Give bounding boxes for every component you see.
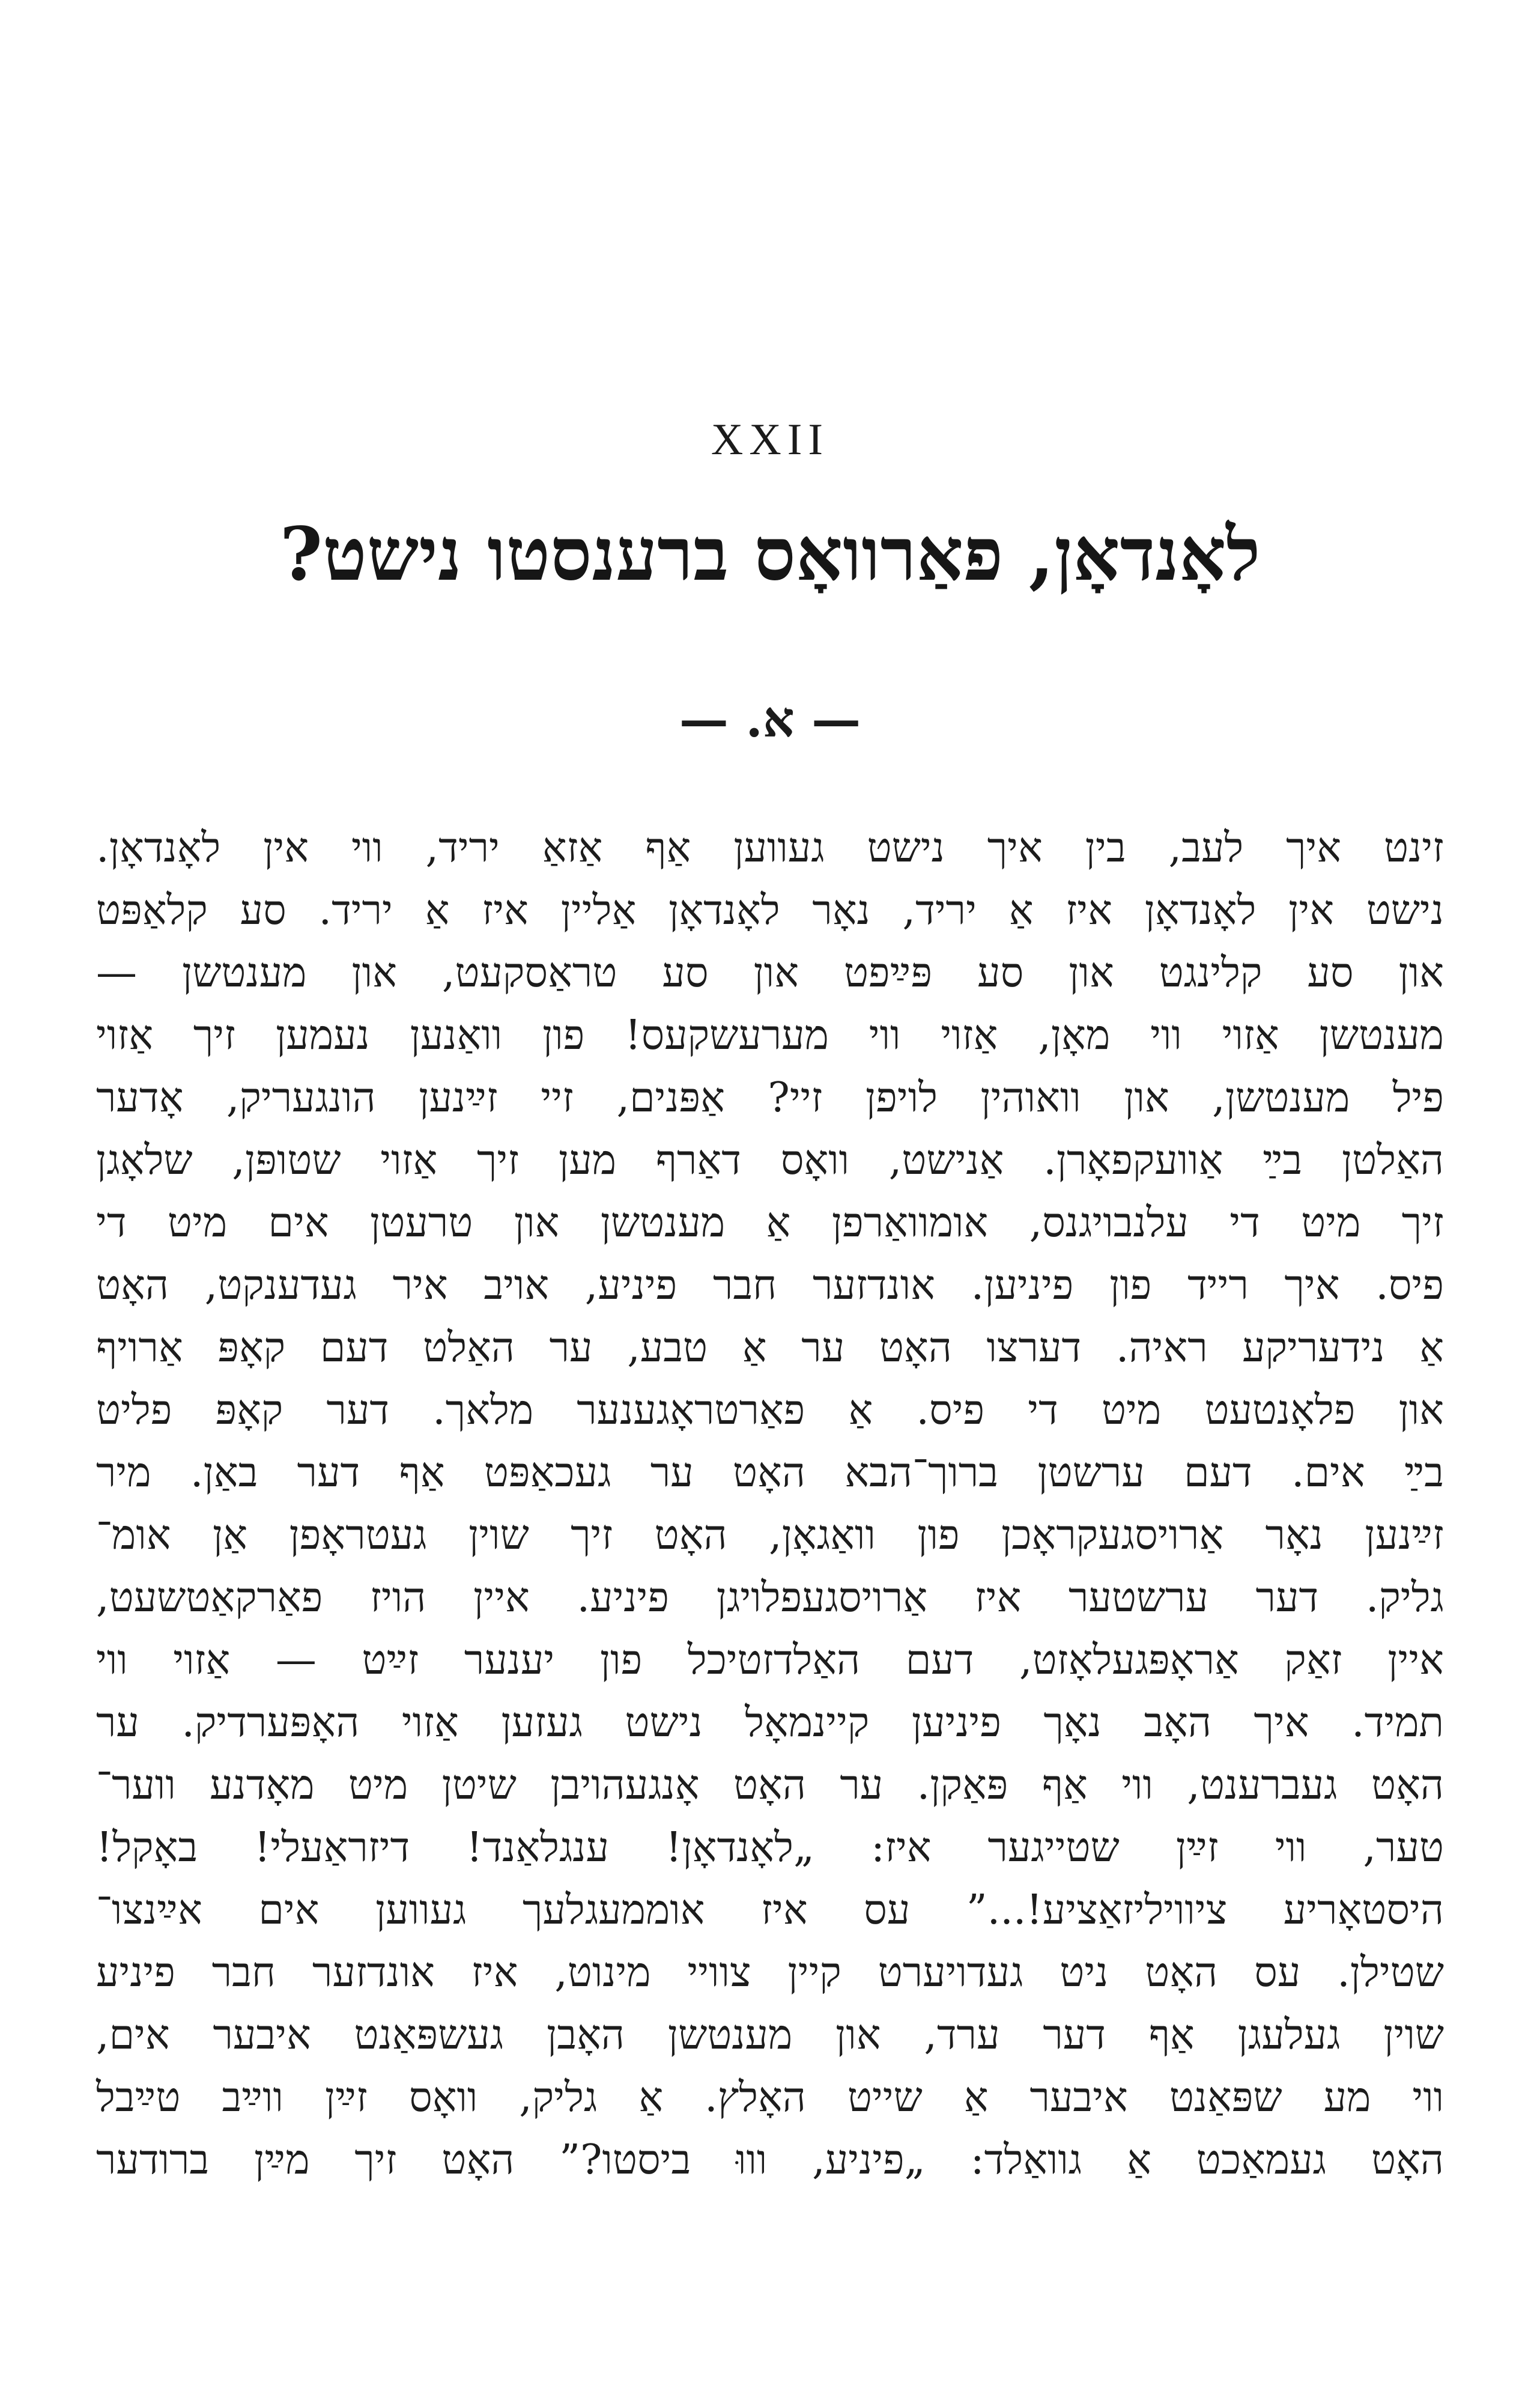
text-line: נישט אין לאָנדאָן איז אַ יריד, נאָר לאָנדאָן אַליין איז אַ יריד. סע קלאַפּט: [96, 887, 1445, 934]
section-mark: — א. —: [679, 691, 861, 749]
text-line: און סע קלינגט און סע פּײַפט און סע טראַסקעט, און מענטשן —: [96, 949, 1444, 997]
text-line: טער, ווי זײַן שטייגער איז: „לאָנדאָן! ענגלאַנד! דיזראַעלי! באָקל!: [96, 1824, 1444, 1871]
text-line: שטילן. עס האָט ניט געדויערט קיין צוויי מינוט, איז אונדזער חבר פיניע: [96, 1949, 1444, 1996]
text-line: פיס. איך רייד פון פיניען. אונדזער חבר פיניע, אויב איר געדענקט, האָט: [96, 1262, 1444, 1309]
text-line: מענטשן אַזוי ווי מאָן, אַזוי ווי מערעשקעס! פון וואַנען נעמען זיך אַזוי: [96, 1012, 1444, 1059]
text-line: האָט געמאַכט אַ גוואַלד: „פיניע, וווּ ביסטו?” האָט זיך מײַן ברודער: [96, 2136, 1444, 2184]
text-line: האַלטן בײַ אַוועקפאָרן. אַנישט, וואָס דאַרף מען זיך אַזוי שטופּן, שלאָגן: [96, 1137, 1444, 1184]
text-line: זיך מיט די עלנבויגנס, אומוואַרפן אַ מענטשן און טרעטן אים מיט די: [96, 1199, 1444, 1247]
text-line: אַ נידעריקע ראיה. דערצו האָט ער אַ טבע, ער האַלט דעם קאָפּ אַרויף: [96, 1324, 1444, 1372]
text-line: און פלאָנטעט מיט די פיס. אַ פאַרטראָגענער מלאך. דער קאָפּ פליט: [96, 1387, 1444, 1434]
text-line: האָט געברענט, ווי אַף פּאַקן. ער האָט אָנגעהויבן שיטן מיט מאָדנע ווער־: [96, 1761, 1444, 1809]
text-line: איין זאַק אַראָפּגעלאָזט, דעם האַלדזטיכל פון יענער זײַט — אַזוי ווי: [96, 1636, 1444, 1684]
text-line: שוין געלעגן אַף דער ערד, און מענטשן האָבן געשפּאַנט איבער אים,: [96, 2011, 1444, 2059]
text-line: זינט איך לעב, בין איך נישט געווען אַף אַזאַ יריד, ווי אין לאָנדאָן.: [96, 824, 1444, 872]
body-text: [0, 817, 1540, 2192]
text-line: תמיד. איך האָב נאָך פיניען קיינמאָל נישט געזען אַזוי האָפּערדיק. ער: [96, 1699, 1444, 1746]
text-line: ווי מע שפּאַנט איבער אַ שייט האָלץ. אַ גליק, וואָס זײַן ווײַב טײַבל: [96, 2074, 1444, 2121]
text-line: גליק. דער ערשטער איז אַרויסגעפלויגן פיניע. איין הויז פאַרקאַטשעט,: [96, 1574, 1444, 1621]
chapter-number: XXII: [711, 415, 829, 464]
text-line: זײַנען נאָר אַרויסגעקראָכן פון וואַגאָן, האָט זיך שוין געטראָפן אַן אומ־: [96, 1512, 1444, 1559]
text-line: פיל מענטשן, און וואוהין לויפן זיי? אַפּנים, זיי זײַנען הונגעריק, אָדער: [96, 1074, 1444, 1122]
chapter-title: לאָנדאָן, פאַרוואָס ברענסטו נישט?: [279, 511, 1261, 597]
text-line: היסטאָריע ציוויליזאַציע!...” עס איז אוממעגלעך געווען אים אײַנצו־: [96, 1886, 1444, 1934]
text-line: בײַ אים. דעם ערשטן ברוך־הבא האָט ער געכאַפּט אַף דער באַן. מיר: [96, 1449, 1444, 1496]
